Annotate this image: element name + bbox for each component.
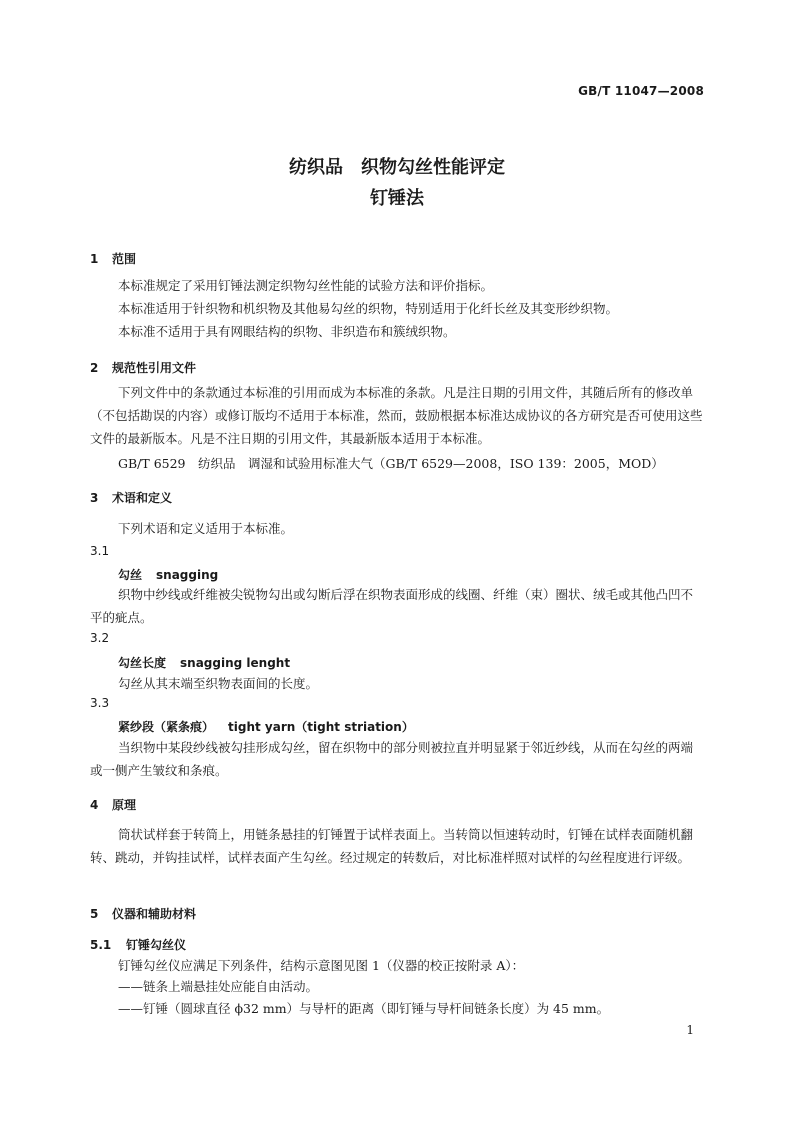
term-zh: 勾丝 [118,568,143,582]
term-number: 3.1 [90,544,110,558]
section-heading-scope [90,250,136,267]
term-zh: 紧纱段（紧条痕） [118,720,215,734]
paragraph: 钉锤勾丝仪应满足下列条件，结构示意图见图 1（仪器的校正按附录 A）： [118,958,525,973]
term-en: tight yarn（tight striation） [228,720,414,734]
list-item: ——链条上端悬挂处应能自由活动。 [118,979,319,994]
section-title: 术语和定义 [112,491,173,505]
list-item: ——钉锤（圆球直径 ϕ32 mm）与导杆的距离（即钉锤与导杆间链条长度）为 45 mm。 [118,1001,610,1016]
section-number: 4 [90,798,99,812]
section-number: 1 [90,252,99,266]
term-en: snagging [156,568,219,582]
paragraph: 筒状试样套于转筒上，用链条悬挂的钉锤置于试样表面上。当转筒以恒速转动时，钉锤在试样表面随机翻转、跳动，并钩挂试样，试样表面产生勾丝。经过规定的转数后，对比标准样照对试样的勾丝程度进行评级。 [90,827,694,865]
section-heading-terms [90,489,172,506]
standard-number: GB/T 11047—2008 [578,84,704,98]
section-heading-apparatus [90,905,196,922]
section-heading-normative-references [90,359,196,376]
section-title: 规范性引用文件 [112,361,197,375]
section-title: 仪器和辅助材料 [112,907,197,921]
document-title: 纺织品 织物勾丝性能评定 [289,157,505,178]
paragraph: 本标准适用于针织物和机织物及其他易勾丝的织物，特别适用于化纤长丝及其变形纱织物。 [118,301,619,316]
section-number: 3 [90,491,99,505]
paragraph: 本标准不适用于具有网眼结构的织物、非织造布和簇绒织物。 [118,324,456,339]
section-number: 5 [90,907,99,921]
section-number: 2 [90,361,99,375]
section-title: 原理 [112,798,137,812]
term-number: 3.2 [90,631,110,645]
paragraph: 下列术语和定义适用于本标准。 [118,521,294,536]
term-en: snagging lenght [180,656,291,670]
document-subtitle: 钉锤法 [370,188,424,209]
term-heading [118,654,290,671]
paragraph: 本标准规定了采用钉锤法测定织物勾丝性能的试验方法和评价指标。 [118,278,494,293]
term-zh: 勾丝长度 [118,656,167,670]
reference-item: GB/T 6529 纺织品 调湿和试验用标准大气（GB/T 6529—2008，ISO 139：2005，MOD） [118,456,664,471]
subsection-heading [90,936,186,953]
term-definition: 当织物中某段纱线被勾挂形成勾丝，留在织物中的部分则被拉直并明显紧于邻近纱线，从而在勾丝的两端或一侧产生皱纹和条痕。 [90,740,694,778]
term-definition: 织物中纱线或纤维被尖锐物勾出或勾断后浮在织物表面形成的线圈、纤维（束）圈状、绒毛或其他凸凹不平的疵点。 [90,587,694,625]
subsection-number: 5.1 [90,938,112,952]
term-heading [118,566,218,583]
section-title: 范围 [112,252,137,266]
term-heading [118,718,414,735]
term-number: 3.3 [90,696,110,710]
paragraph: 下列文件中的条款通过本标准的引用而成为本标准的条款。凡是注日期的引用文件，其随后所有的修改单（不包括勘误的内容）或修订版均不适用于本标准，然而，鼓励根据本标准达成协议的各方研究是否可使用这些文件的最新版本。凡是不注日期的引用文件，其最新版本适用于本标准。 [90,385,703,446]
subsection-title: 钉锤勾丝仪 [126,938,187,952]
page-number: 1 [686,1023,694,1037]
term-definition: 勾丝从其末端至织物表面间的长度。 [118,676,319,691]
section-heading-principle [90,796,136,813]
